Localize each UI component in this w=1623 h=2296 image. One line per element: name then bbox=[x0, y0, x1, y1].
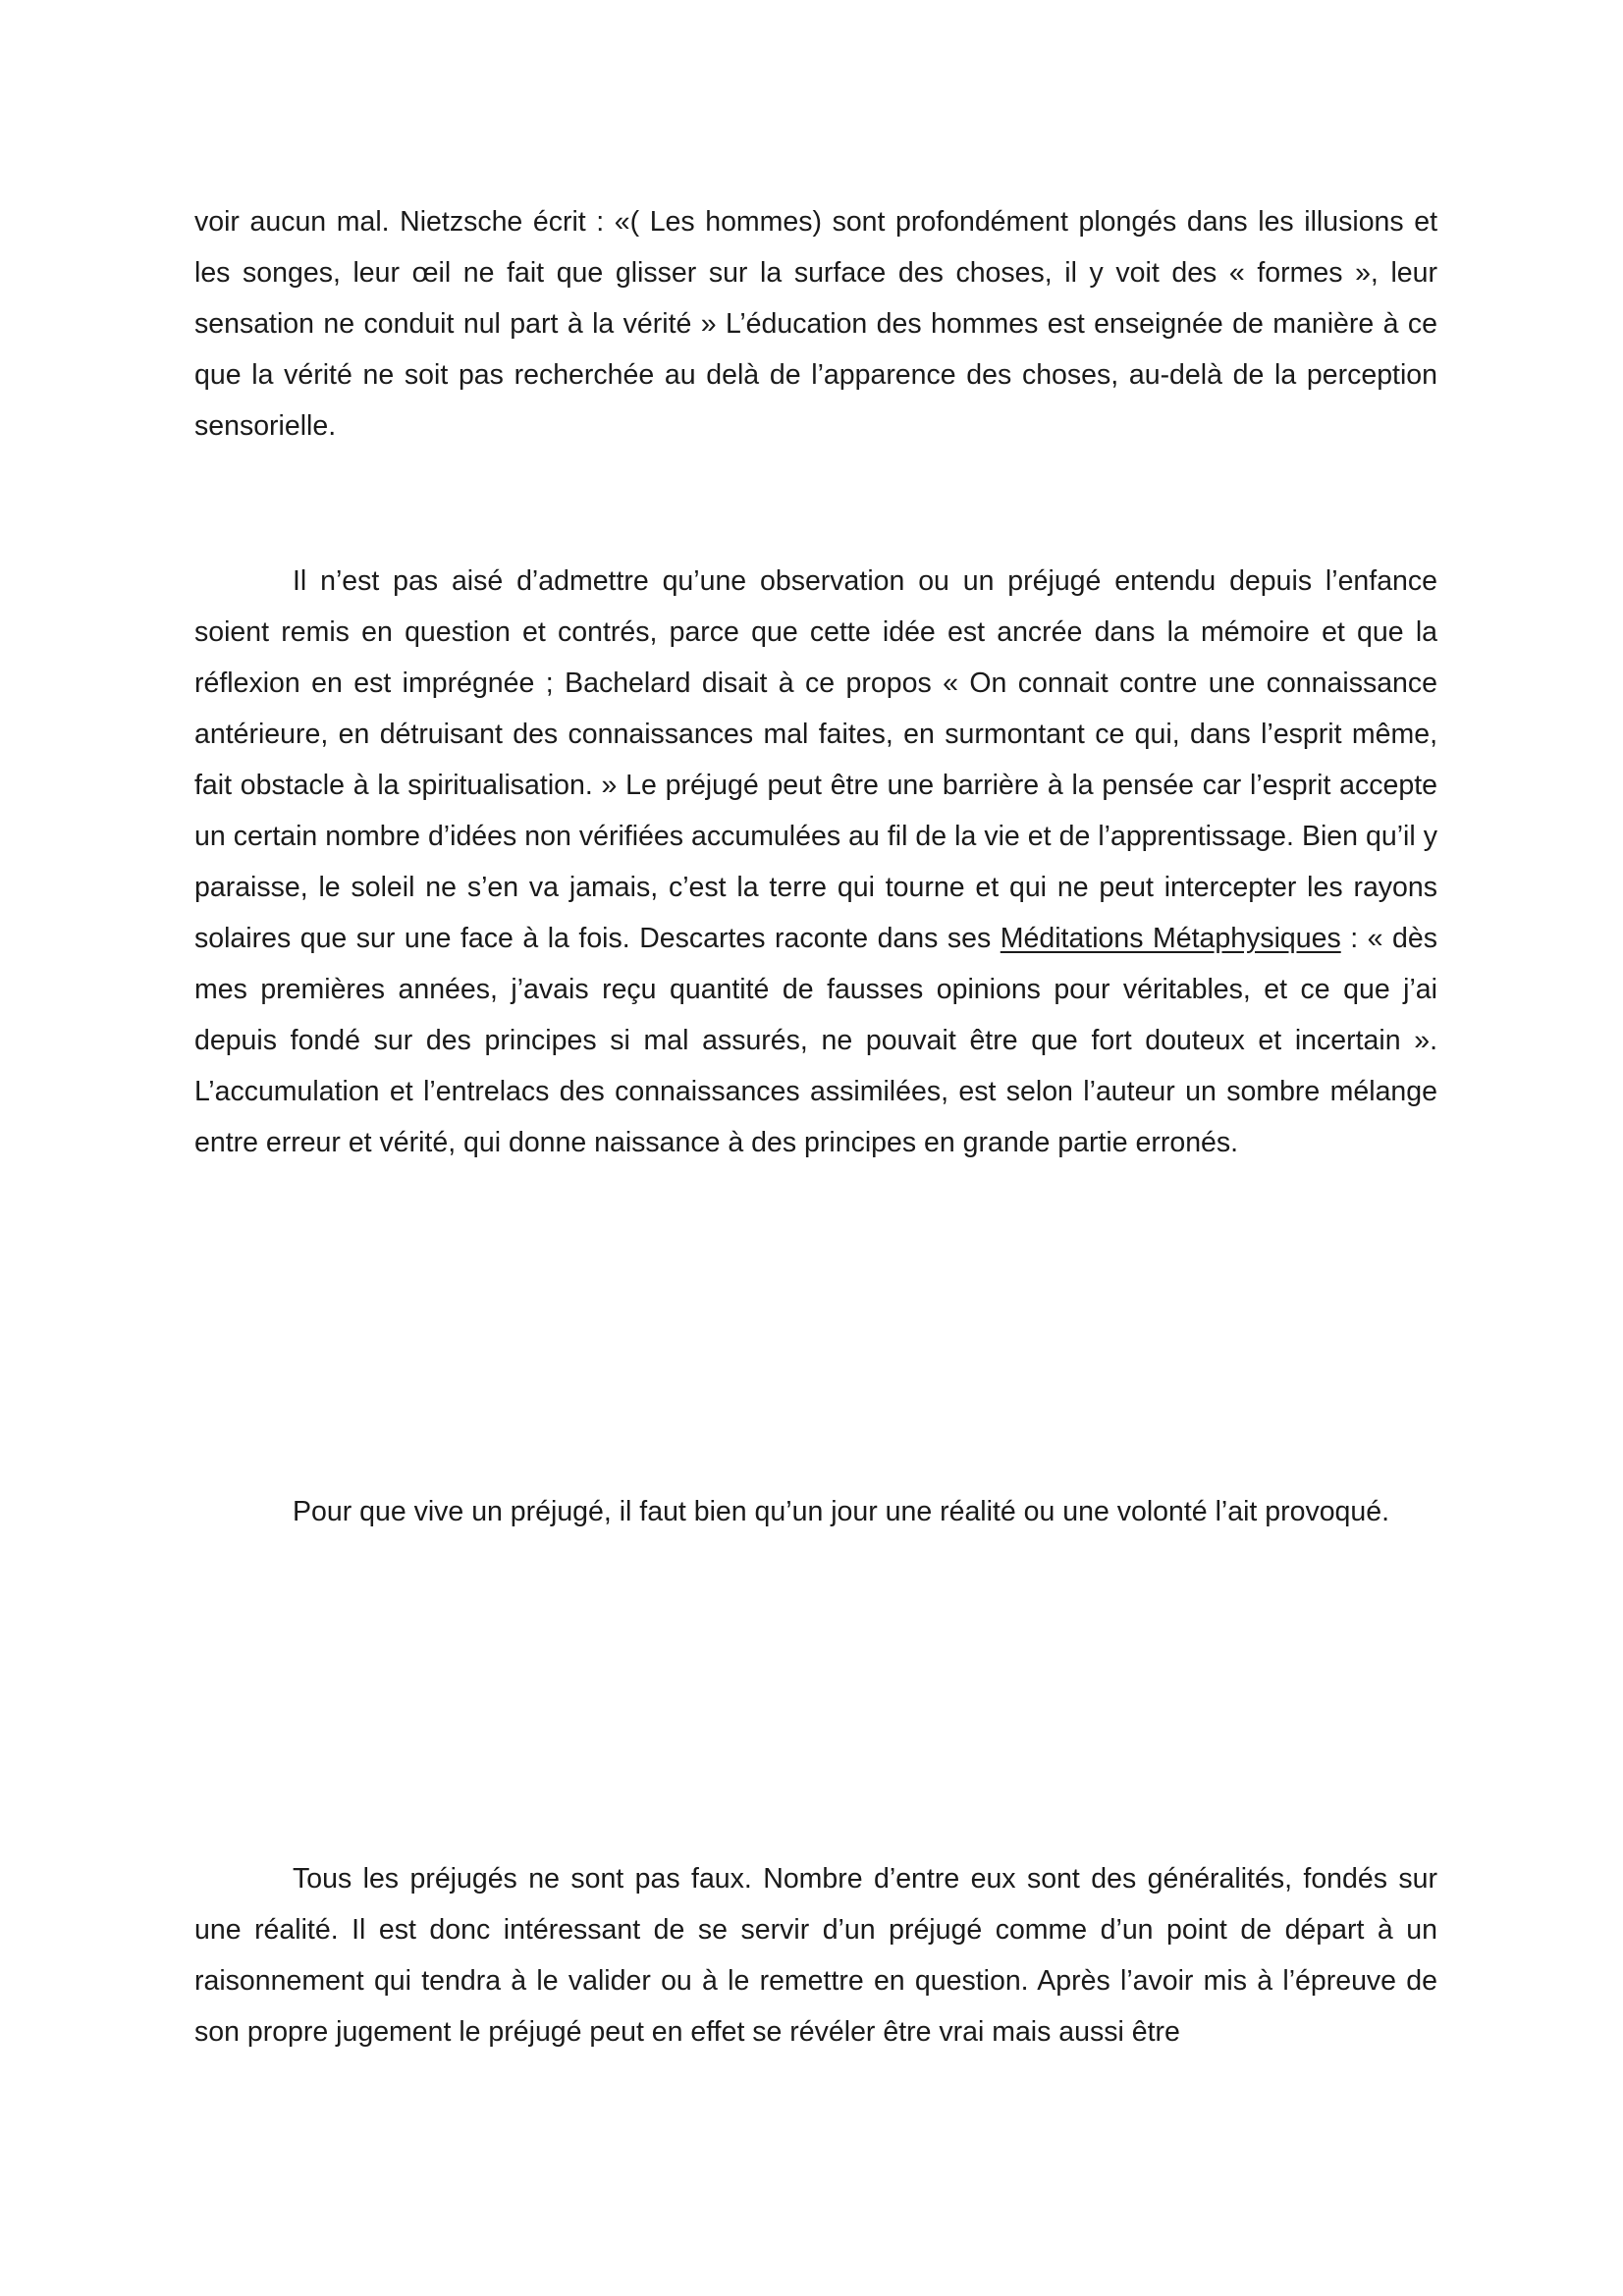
paragraph-bachelard-descartes bbox=[194, 556, 1437, 1168]
paragraph-text-after: : « dès mes premières années, j’avais reçu quantité de fausses opinions pour véritables, et ce que j’ai depuis fondé sur des principes si mal assurés, ne pouvait être que fort douteux et incertain ». L’accumulation et l’entrelacs des connaissances assimilées, est selon l’auteur un sombre mélange entre erreur et vérité, qui donne naissance à des principes en grande partie erronés. bbox=[194, 923, 1437, 1158]
paragraph-prejuge-vive: Pour que vive un préjugé, il faut bien qu’un jour une réalité ou une volonté l’ait provoqué. bbox=[293, 1496, 1390, 1527]
paragraph-nietzsche: voir aucun mal. Nietzsche écrit : «( Les hommes) sont profondément plongés dans les illusions et les songes, leur œil ne fait que glisser sur la surface des choses, il y voit des « formes », leur sensation ne conduit nul part à la vérité » L’éducation des hommes est enseignée de manière à ce que la vérité ne soit pas recherchée au delà de l’apparence des choses, au-delà de la perception sensorielle. bbox=[194, 206, 1437, 442]
book-title-underlined: Méditations Métaphysiques bbox=[1000, 923, 1341, 954]
paragraph-text-before: Il n’est pas aisé d’admettre qu’une observation ou un préjugé entendu depuis l’enfance soient remis en question et contrés, parce que cette idée est ancrée dans la mémoire et que la réflexion en est imprégnée ; Bachelard disait à ce propos « On connait contre une connaissance antérieure, en détruisant des connaissances mal faites, en surmontant ce qui, dans l’esprit même, fait obstacle à la spiritualisation. » Le préjugé peut être une barrière à la pensée car l’esprit accepte un certain nombre d’idées non vérifiées accumulées au fil de la vie et de l’apprentissage. Bien qu’il y paraisse, le soleil ne s’en va jamais, c’est la terre qui tourne et qui ne peut intercepter les rayons solaires que sur une face à la fois. Descartes raconte dans ses bbox=[194, 565, 1437, 954]
paragraph-prejuges-pas-faux: Tous les préjugés ne sont pas faux. Nombre d’entre eux sont des généralités, fondés sur une réalité. Il est donc intéressant de se servir d’un préjugé comme d’un point de départ à un raisonnement qui tendra à le valider ou à le remettre en question. Après l’avoir mis à l’épreuve de son propre jugement le préjugé peut en effet se révéler être vrai mais aussi être bbox=[194, 1863, 1437, 2048]
